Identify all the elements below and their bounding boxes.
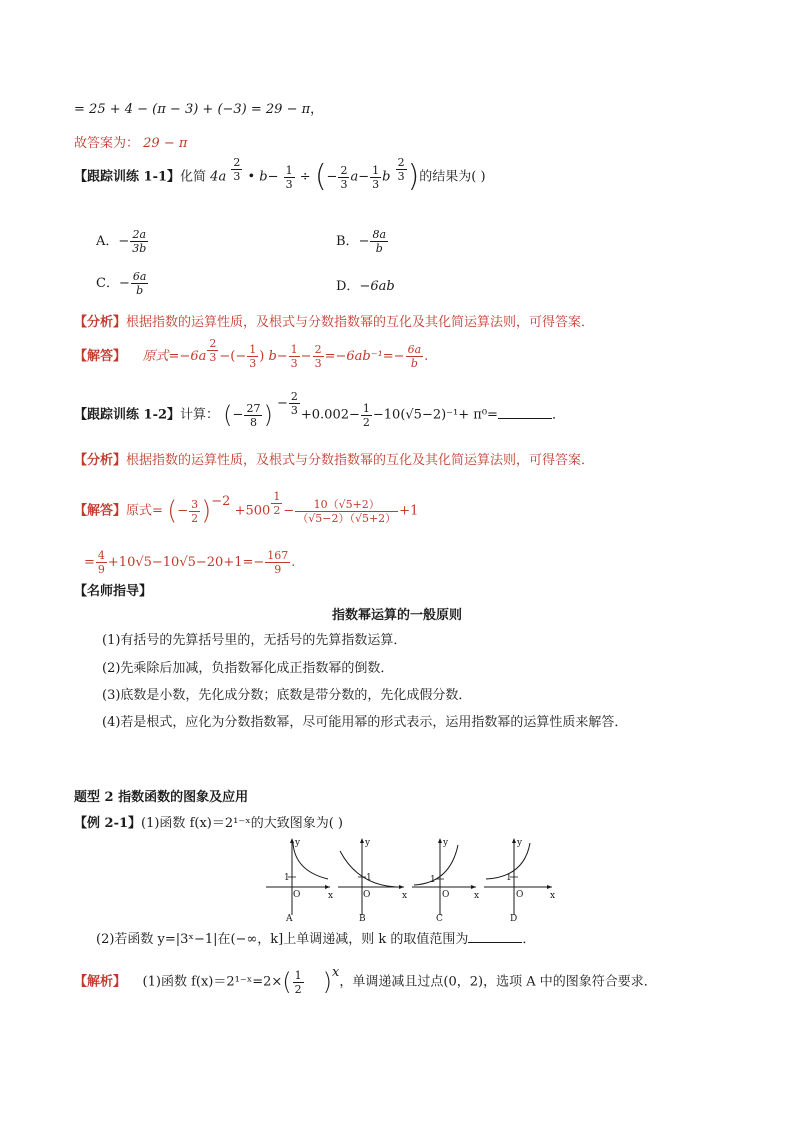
example-2-1-q1: (1)函数 f(x)＝2¹⁻ˣ的大致图象为( ): [141, 816, 343, 831]
graph-b[interactable]: [338, 838, 407, 924]
solution-1: 【解答】 原式=−6a $\frac{2}{3}$ −(− $\frac{1}{3}$ ) b− $\frac{1}{3}$ − $\frac{2}{3}$ =−6ab⁻¹=− $\frac{6a}{b}$ .: [74, 337, 429, 370]
equals-sign: =: [74, 102, 85, 117]
exponent-b-2-3: $\frac{2}{3}$: [397, 155, 405, 183]
svg-text:1: 1: [430, 875, 436, 885]
analysis-1-tag: 【分析】: [74, 315, 127, 330]
calc-result-line: [74, 101, 323, 119]
svg-text:O: O: [442, 890, 450, 900]
option-b[interactable]: B．− $\frac{8a}{b}$: [336, 228, 387, 255]
graph-c-label: C: [436, 914, 443, 924]
section-2-title: 题型 2 指数函数的图象及应用: [74, 790, 249, 805]
divide-sign: ÷: [299, 169, 311, 185]
svg-text:y: y: [443, 838, 449, 848]
term-b: • b−: [247, 169, 279, 185]
answer-value: 29 − π: [143, 136, 188, 151]
guide-item-2: (2)先乘除后加减，负指数幂化成正指数幂的倒数．: [102, 661, 394, 676]
svg-text:O: O: [363, 890, 371, 900]
guide-tag: 【名师指导】: [74, 584, 153, 599]
graph-d[interactable]: [484, 838, 555, 924]
svg-text:x: x: [550, 891, 556, 901]
analysis-2: 【分析】根据指数的运算性质，及根式与分数指数幂的互化及其化简运算法则，可得答案．: [74, 453, 595, 468]
graph-c[interactable]: [412, 838, 479, 924]
training-1-2-label: 【跟踪训练 1-2】: [74, 407, 181, 423]
coef-1-3: $\frac{1}{3}$: [372, 163, 380, 191]
graph-a-label: A: [286, 914, 293, 924]
svg-text:y: y: [365, 838, 371, 848]
example-2-1: [74, 815, 343, 833]
training-1-1: 【跟踪训练 1-1】化简 4a $\frac{2}{3}$ • b− $\frac{1}{3}$ ÷ (− $\frac{2}{3}$ a− $\frac{1}{3}$ b $\frac{2}{3}$ )的结果为( ): [74, 155, 486, 194]
training-1-1-task: 化简: [180, 169, 207, 185]
solution-2-line-2: = $\frac{4}{9}$ +10√5−10√5−20+1=− $\frac{167}{9}$ .: [84, 549, 296, 576]
svg-text:1: 1: [506, 873, 512, 883]
svg-text:x: x: [474, 891, 480, 901]
svg-text:O: O: [516, 890, 524, 900]
guide-item-4: (4)若是根式，应化为分数指数幂，尽可能用幂的形式表示，运用指数幂的运算性质来解答．: [102, 715, 628, 730]
example-2-1-q2: (2)若函数 y=|3ˣ−1|在(−∞，k]上单调递减，则 k 的取值范围为 ．: [96, 932, 536, 947]
graph-options: [262, 835, 562, 925]
svg-text:O: O: [293, 890, 301, 900]
guide-item-1: (1)有括号的先算括号里的，无括号的先算指数运算．: [102, 633, 407, 648]
svg-text:y: y: [295, 838, 301, 848]
training-1-1-suffix: 的结果为( ): [419, 169, 486, 185]
graph-d-label: D: [510, 914, 518, 924]
training-1-2: 【跟踪训练 1-2】计算： (− $\frac{27}{8}$ ) − $\frac{2}{3}$ +0.002− $\frac{1}{2}$ −10(√5−2)⁻¹+ π⁰= ．: [74, 389, 565, 429]
answer-blank-1-2[interactable]: [498, 406, 552, 419]
svg-text:1: 1: [284, 873, 290, 883]
graph-b-label: B: [359, 914, 366, 924]
exponent-2-3: $\frac{2}{3}$: [233, 155, 241, 183]
calc-expression: 25 + 4 − (π − 3) + (−3) = 29 − π: [89, 102, 311, 117]
option-c[interactable]: C．− $\frac{6a}{b}$: [96, 270, 147, 297]
analysis-1-text: 根据指数的运算性质，及根式与分数指数幂的互化及其化简运算法则，可得答案．: [126, 315, 595, 330]
svg-text:1: 1: [366, 873, 372, 883]
option-d[interactable]: D．−6ab: [336, 279, 395, 294]
solution-2-1: 【解析】 (1)函数 f(x)＝2¹⁻ˣ=2×( $\frac{1}{2}$ )x，单调递减且过点(0，2)，选项 A 中的图象符合要求．: [74, 964, 657, 996]
svg-text:x: x: [402, 891, 408, 901]
graph-a[interactable]: [266, 838, 333, 924]
option-a[interactable]: A．− $\frac{2a}{3b}$: [96, 228, 147, 255]
answer-line: [74, 135, 187, 153]
exponent-1-3: $\frac{1}{3}$: [285, 163, 293, 191]
coef-2-3: $\frac{2}{3}$: [340, 163, 348, 191]
svg-text:x: x: [328, 891, 334, 901]
solution-1-tag: 【解答】: [74, 349, 127, 364]
training-1-1-label: 【跟踪训练 1-1】: [74, 169, 181, 185]
guide-title: 指数幂运算的一般原则: [331, 608, 462, 623]
answer-blank-2-1[interactable]: [468, 930, 522, 943]
solution-2: 【解答】原式= (− $\frac{3}{2}$ )−2 +500 $\frac{1}{2}$ − $\frac{10(√5+2)}{(√5-2)(√5+2)}$ +1: [74, 489, 419, 526]
answer-label: 故答案为：: [74, 136, 140, 151]
example-2-1-label: 【例 2-1】: [74, 816, 142, 831]
analysis-1: [74, 314, 594, 332]
comma: ，: [310, 102, 324, 117]
solution-2-1-tag: 【解析】: [74, 974, 127, 990]
guide-item-3: (3)底数是小数，先化成分数；底数是带分数的，先化成假分数．: [102, 688, 472, 703]
svg-text:y: y: [517, 838, 523, 848]
training-1-2-task: 计算：: [180, 407, 220, 423]
term-4a: 4a: [210, 169, 227, 185]
